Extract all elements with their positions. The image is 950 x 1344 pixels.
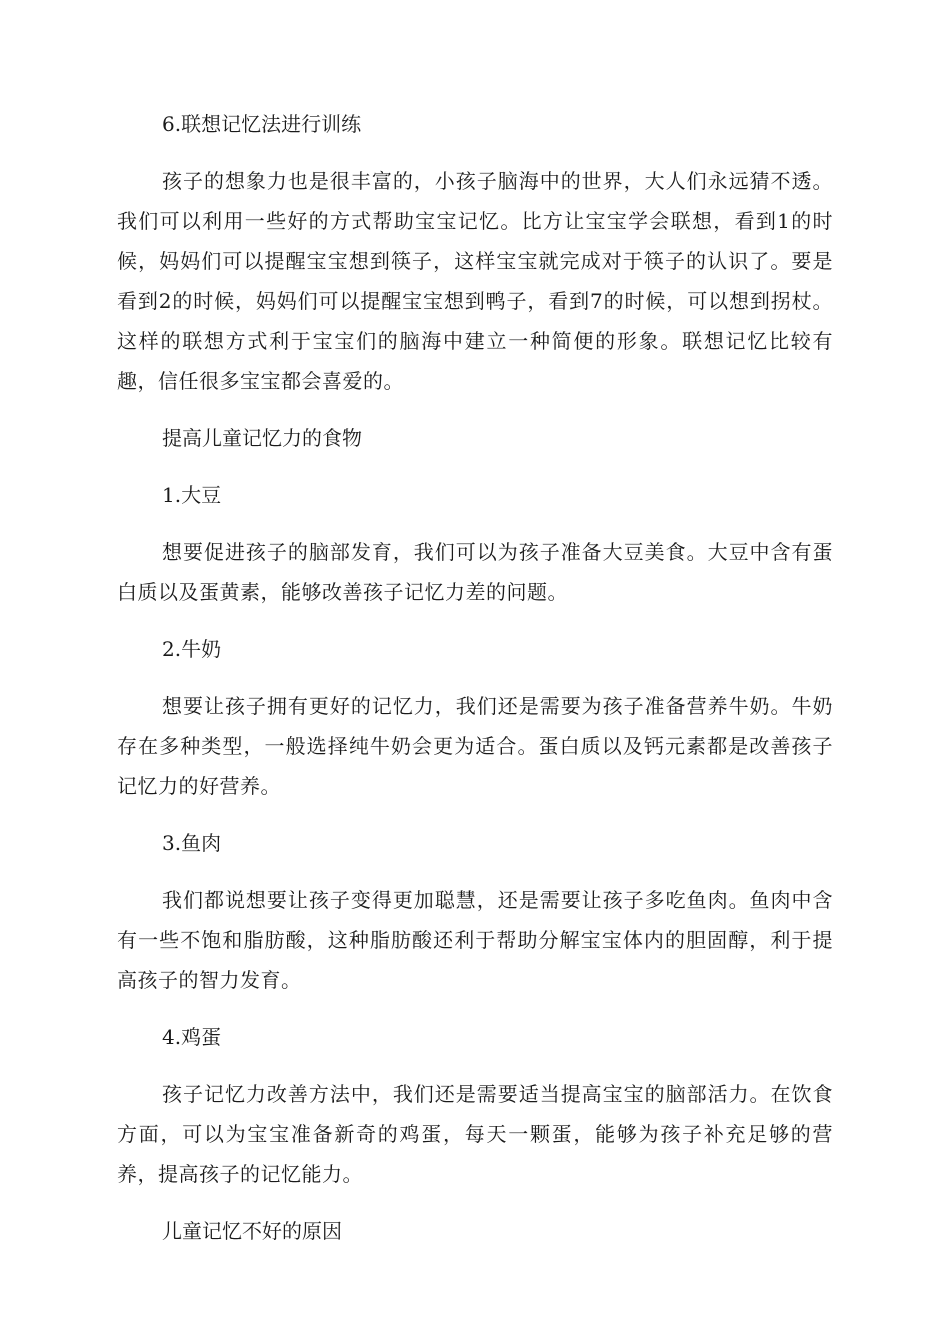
paragraph-fish: 我们都说想要让孩子变得更加聪慧，还是需要让孩子多吃鱼肉。鱼肉中含有一些不饱和脂肪酸，这种脂肪酸还利于帮助分解宝宝体内的胆固醇，利于提高孩子的智力发育。 [117, 888, 833, 992]
section-heading-poor-memory-causes: 儿童记忆不好的原因 [162, 1219, 342, 1243]
paragraph-milk: 想要让孩子拥有更好的记忆力，我们还是需要为孩子准备营养牛奶。牛奶存在多种类型，一般选择纯牛奶会更为适合。蛋白质以及钙元素都是改善孩子记忆力的好营养。 [117, 694, 833, 798]
spacer [117, 669, 833, 686]
spacer [117, 1057, 833, 1074]
spacer [117, 401, 833, 418]
spacer [117, 612, 833, 629]
spacer [117, 806, 833, 823]
section-heading-association-memory: 6.联想记忆法进行训练 [162, 112, 362, 136]
spacer [117, 144, 833, 161]
section-heading-memory-foods: 提高儿童记忆力的食物 [162, 426, 362, 450]
spacer [117, 1194, 833, 1211]
spacer [117, 863, 833, 880]
subheading-soybean: 1.大豆 [162, 483, 222, 507]
spacer [117, 1000, 833, 1017]
subheading-milk: 2.牛奶 [162, 637, 222, 661]
spacer [117, 458, 833, 475]
subheading-egg: 4.鸡蛋 [162, 1025, 222, 1049]
document-body [117, 104, 833, 1251]
spacer [117, 515, 833, 532]
paragraph-soybean: 想要促进孩子的脑部发育，我们可以为孩子准备大豆美食。大豆中含有蛋白质以及蛋黄素，能够改善孩子记忆力差的问题。 [117, 540, 833, 604]
subheading-fish: 3.鱼肉 [162, 831, 222, 855]
paragraph-association-memory: 孩子的想象力也是很丰富的，小孩子脑海中的世界，大人们永远猜不透。我们可以利用一些好的方式帮助宝宝记忆。比方让宝宝学会联想，看到1的时候，妈妈们可以提醒宝宝想到筷子，这样宝宝就完成对于筷子的认识了。要是看到2的时候，妈妈们可以提醒宝宝想到鸭子，看到7的时候，可以想到拐杖。这样的联想方式利于宝宝们的脑海中建立一种简便的形象。联想记忆比较有趣，信任很多宝宝都会喜爱的。 [117, 169, 833, 393]
paragraph-egg: 孩子记忆力改善方法中，我们还是需要适当提高宝宝的脑部活力。在饮食方面，可以为宝宝准备新奇的鸡蛋，每天一颗蛋，能够为孩子补充足够的营养，提高孩子的记忆能力。 [117, 1082, 833, 1186]
